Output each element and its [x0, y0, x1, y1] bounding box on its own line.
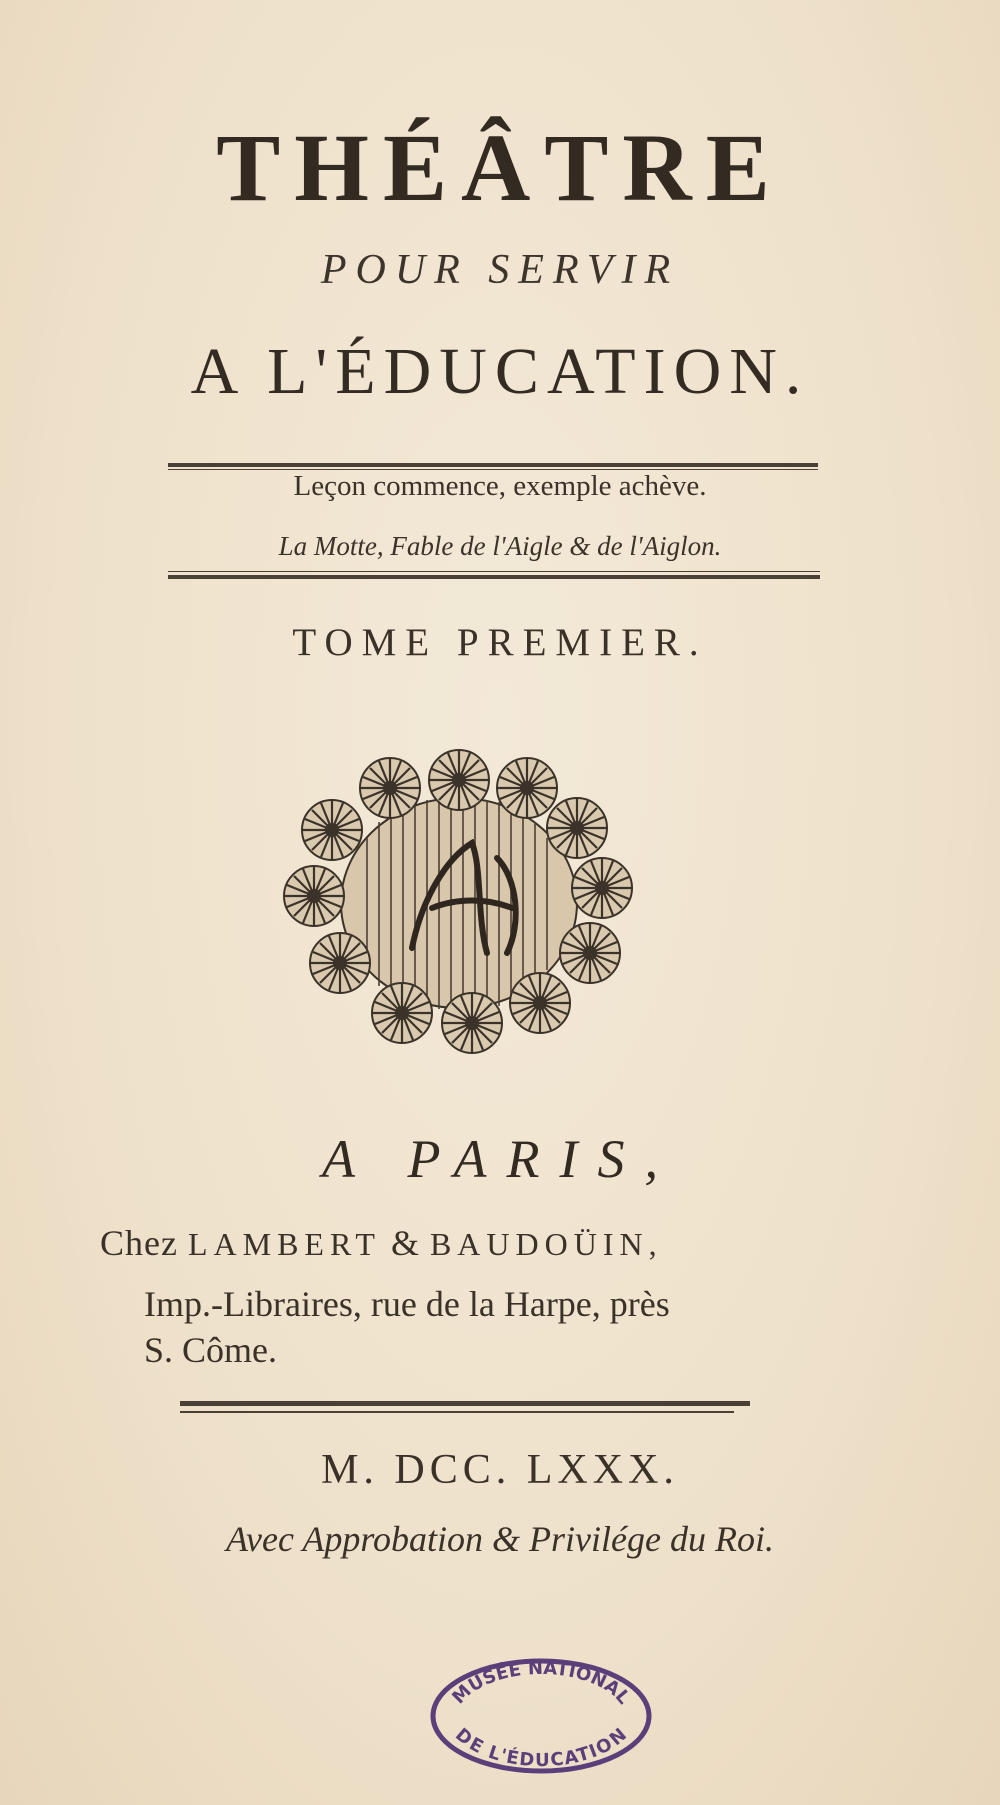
- bottom-rule-thick: [180, 1401, 750, 1406]
- top-rule-lower: [168, 575, 820, 579]
- volume-label: TOME PREMIER.: [292, 621, 708, 664]
- museum-stamp: [428, 1656, 654, 1776]
- imprint-address-line-2: S. Côme.: [144, 1330, 278, 1370]
- stamp-bottom-text: DE L'ÉDUCATION: [451, 1724, 631, 1772]
- publisher-baudouin: BAUDOÜIN,: [429, 1226, 663, 1262]
- epigraph-line-2: La Motte, Fable de l'Aigle & de l'Aiglon.: [278, 531, 722, 561]
- imprint-publishers-line: [100, 1222, 850, 1264]
- bottom-rule-thin: [180, 1411, 734, 1413]
- imprint-ampersand: &: [390, 1223, 420, 1263]
- subtitle-line-2: A L'ÉDUCATION.: [190, 335, 810, 408]
- stamp-top-text: MUSÉE NATIONAL: [448, 1657, 635, 1709]
- svg-text:DE L'ÉDUCATION: [451, 1724, 631, 1771]
- epigraph-line-1: Leçon commence, exemple achève.: [293, 470, 707, 502]
- top-rule-upper: [168, 463, 818, 467]
- publisher-lambert: LAMBERT: [187, 1226, 381, 1262]
- publication-year: M. DCC. LXXX.: [321, 1447, 679, 1493]
- imprint-chez: Chez: [100, 1223, 178, 1263]
- top-rule-lower-thin: [168, 571, 820, 572]
- subtitle-line-1: POUR SERVIR: [320, 247, 680, 293]
- royal-privilege: Avec Approbation & Privilége du Roi.: [226, 1519, 774, 1559]
- imprint-address-line: Imp.-Libraires, rue de la Harpe, près: [144, 1284, 670, 1324]
- svg-text:MUSÉE NATIONAL: [448, 1658, 634, 1708]
- book-title: THÉÂTRE: [216, 114, 784, 221]
- imprint-city: A PARIS,: [322, 1129, 678, 1189]
- floral-wreath-monogram-icon: [272, 748, 646, 1058]
